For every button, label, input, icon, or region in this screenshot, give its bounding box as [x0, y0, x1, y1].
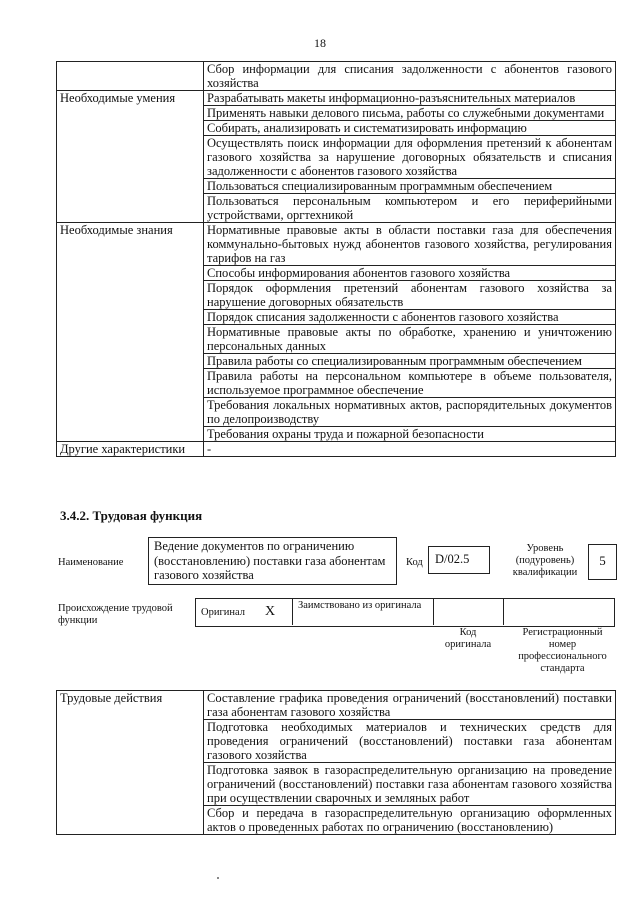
origin-label: Происхождение трудовой функции	[58, 603, 173, 626]
row-label: Необходимые умения	[57, 91, 204, 223]
table-row	[57, 442, 616, 457]
row-text: Разрабатывать макеты информационно-разъяснительных материалов	[204, 91, 616, 106]
row-text: Сбор информации для списания задолженности с абонентов газового хозяйства	[204, 62, 616, 91]
row-text: Правила работы на персональном компьютере в объеме пользователя, используемое программное обеспечение	[204, 369, 616, 398]
row-text: Собирать, анализировать и систематизировать информацию	[204, 121, 616, 136]
origin-divider	[503, 598, 504, 625]
table-row	[57, 91, 616, 106]
row-text: Правила работы со специализированным программным обеспечением	[204, 354, 616, 369]
original-mark: X	[265, 604, 276, 619]
row-text: Порядок списания задолженности с абонентов газового хозяйства	[204, 310, 616, 325]
row-text: Нормативные правовые акты в области поставки газа для обеспечения коммунально-бытовых нужд абонентов газового хозяйства, регулирования тарифов на газ	[204, 223, 616, 266]
row-text: Подготовка заявок в газораспределительную организацию на проведение ограничений (восстановлений) поставки газа абонентам газового хозяйства при осуществлении сварочных и земляных работ	[204, 763, 616, 806]
origin-divider	[433, 598, 434, 625]
row-label	[57, 62, 204, 91]
row-text: Осуществлять поиск информации для оформления претензий к абонентам газового хозяйства за нарушение договорных обязательств и списания задолженности с абонентов газового хозяйства	[204, 136, 616, 179]
row-text: Составление графика проведения ограничений (восстановлений) поставки газа абонентам газового хозяйства	[204, 691, 616, 720]
level-label: Уровень (подуровень) квалификации	[512, 543, 578, 578]
labor-actions-table	[56, 690, 616, 835]
code-value: D/02.5	[435, 552, 470, 566]
skills-knowledge-table	[56, 61, 616, 457]
code-box	[428, 546, 490, 574]
reg-number-caption: Регистрационный номер профессионального стандарта	[518, 627, 607, 674]
code-label: Код	[406, 557, 423, 568]
row-text: Требования охраны труда и пожарной безопасности	[204, 427, 616, 442]
origin-divider	[292, 598, 293, 625]
table-row	[57, 62, 616, 91]
row-text: Применять навыки делового письма, работы со служебными документами	[204, 106, 616, 121]
row-text: Подготовка необходимых материалов и технических средств для проведения ограничений (восстановлений) поставки газа абонентам газового хозяйства	[204, 720, 616, 763]
code-original-caption: Код оригинала	[444, 627, 492, 650]
row-text: Пользоваться персональным компьютером и его периферийными устройствами, оргтехникой	[204, 194, 616, 223]
name-label: Наименование	[58, 557, 124, 568]
scan-dot	[217, 877, 219, 879]
original-label: Оригинал	[201, 607, 245, 618]
function-name-box	[148, 537, 397, 585]
row-label: Другие характеристики	[57, 442, 204, 457]
level-value: 5	[599, 553, 606, 568]
row-text: Сбор и передача в газораспределительную организацию оформленных актов о проведенных работах по ограничению (восстановлению)	[204, 806, 616, 835]
row-text: -	[204, 442, 616, 457]
table-row	[57, 691, 616, 720]
row-text: Способы информирования абонентов газового хозяйства	[204, 266, 616, 281]
level-box	[588, 544, 617, 580]
page-number: 18	[314, 36, 326, 50]
row-text: Пользоваться специализированным программным обеспечением	[204, 179, 616, 194]
table-row	[57, 223, 616, 266]
row-text: Требования локальных нормативных актов, распорядительных документов по делопроизводству	[204, 398, 616, 427]
section-title: 3.4.2. Трудовая функция	[60, 508, 203, 523]
function-name-value: Ведение документов по ограничению (восстановлению) поставки газа абонентам газового хозяйства	[154, 539, 386, 582]
row-label: Трудовые действия	[57, 691, 204, 835]
row-text: Порядок оформления претензий абонентам газового хозяйства за нарушение договорных обязательств	[204, 281, 616, 310]
row-text: Нормативные правовые акты по обработке, хранению и уничтожению персональных данных	[204, 325, 616, 354]
borrowed-label: Заимствовано из оригинала	[298, 600, 422, 611]
row-label: Необходимые знания	[57, 223, 204, 442]
